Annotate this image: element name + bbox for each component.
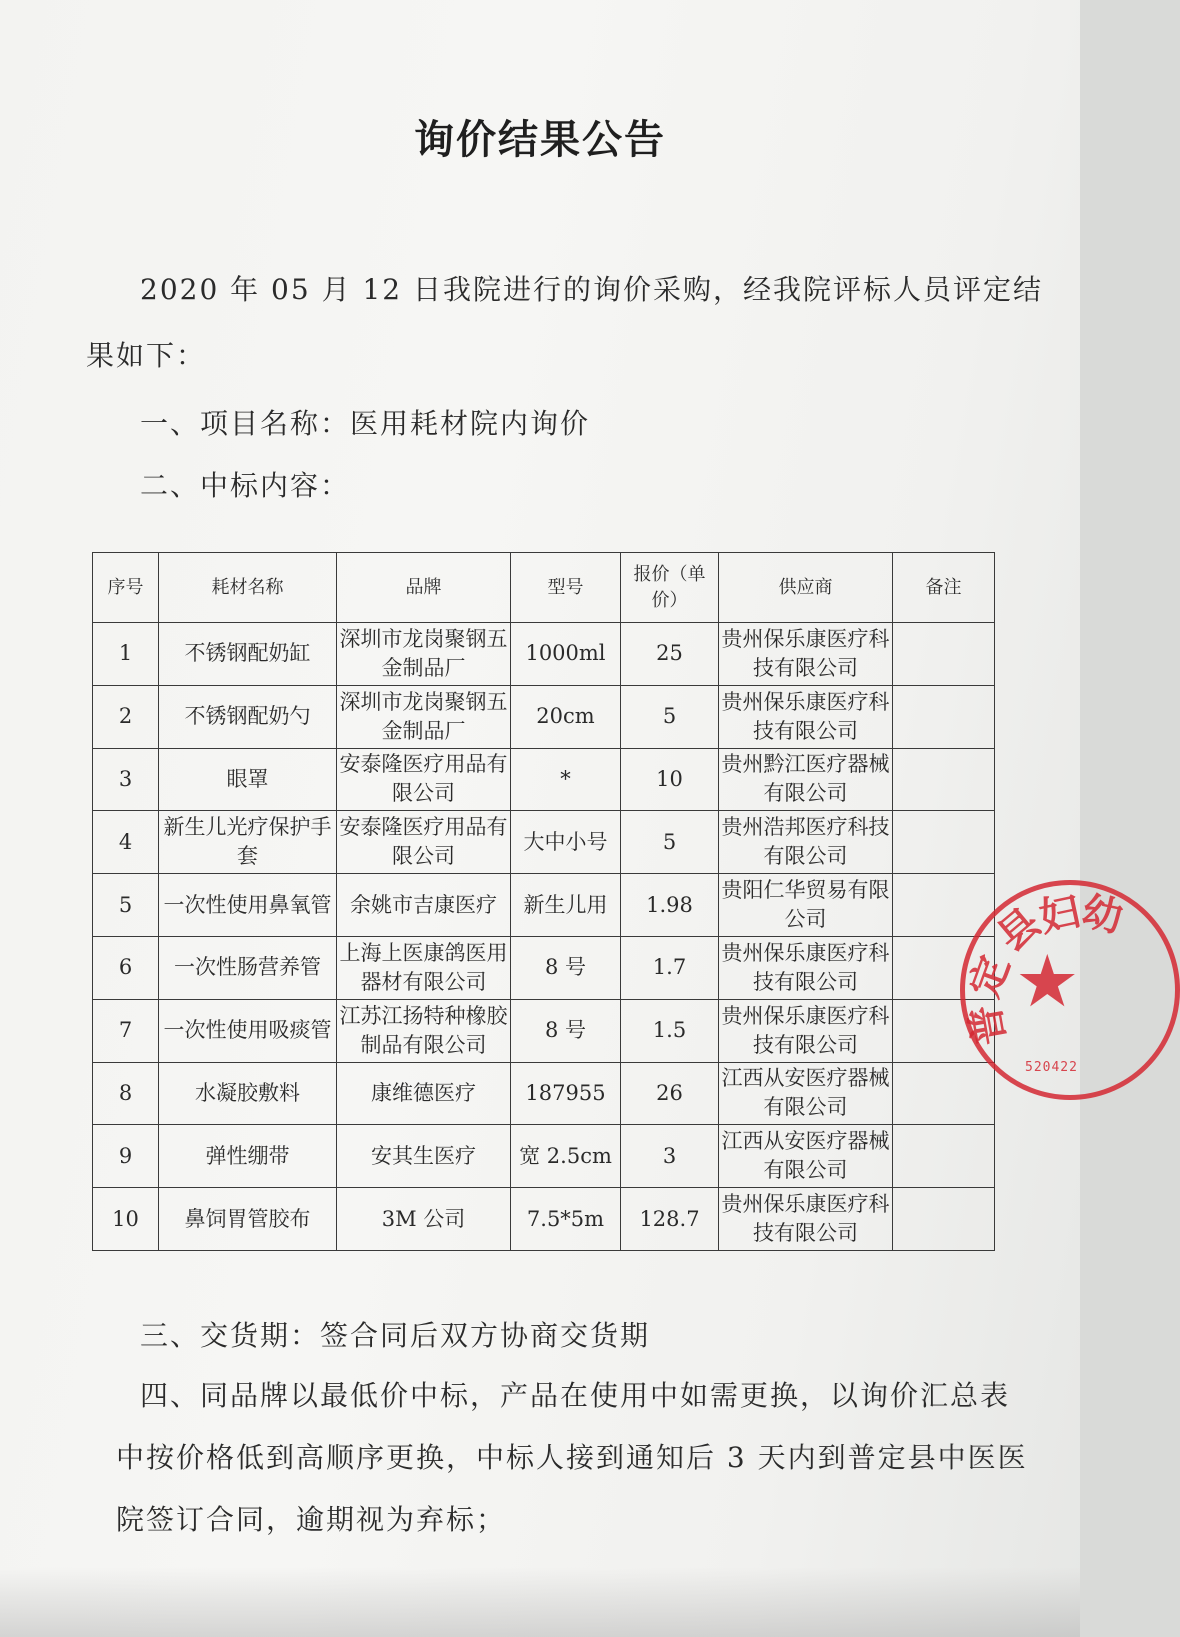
cell-brand: 江苏江扬特种橡胶制品有限公司 <box>337 999 511 1062</box>
table-row <box>93 936 995 999</box>
table-row <box>93 685 995 748</box>
cell-price: 3 <box>621 1125 719 1188</box>
cell-price: 10 <box>621 748 719 811</box>
cell-remark <box>893 748 995 811</box>
cell-price: 5 <box>621 685 719 748</box>
cell-name: 一次性使用鼻氧管 <box>159 874 337 937</box>
cell-price: 1.98 <box>621 874 719 937</box>
table-row <box>93 811 995 874</box>
section-award-content: 二、中标内容： <box>140 469 351 502</box>
cell-index: 6 <box>93 936 159 999</box>
cell-remark <box>893 1125 995 1188</box>
cell-supplier: 贵州保乐康医疗科技有限公司 <box>719 999 893 1062</box>
cell-supplier: 贵州保乐康医疗科技有限公司 <box>719 1188 893 1251</box>
cell-remark <box>893 1062 995 1125</box>
cell-brand: 深圳市龙岗聚钢五金制品厂 <box>337 685 511 748</box>
header-model: 型号 <box>511 553 621 623</box>
cell-model: 大中小号 <box>511 811 621 874</box>
cell-brand: 安泰隆医疗用品有限公司 <box>337 748 511 811</box>
seal-char: 县 <box>989 899 1050 961</box>
page-shadow <box>0 1567 1080 1637</box>
header-name: 耗材名称 <box>159 553 337 623</box>
cell-index: 1 <box>93 623 159 686</box>
table-row <box>93 874 995 937</box>
cell-supplier: 贵州保乐康医疗科技有限公司 <box>719 685 893 748</box>
header-supplier: 供应商 <box>719 553 893 623</box>
cell-supplier: 贵州黔江医疗器械有限公司 <box>719 748 893 811</box>
seal-code: 520422 <box>1025 1060 1078 1075</box>
cell-supplier: 江西从安医疗器械有限公司 <box>719 1125 893 1188</box>
table-row <box>93 623 995 686</box>
cell-name: 弹性绷带 <box>159 1125 337 1188</box>
cell-index: 3 <box>93 748 159 811</box>
cell-brand: 上海上医康鸽医用器材有限公司 <box>337 936 511 999</box>
table-row <box>93 1188 995 1251</box>
cell-remark <box>893 685 995 748</box>
header-price: 报价（单价） <box>621 553 719 623</box>
intro-line-1: 2020 年 05 月 12 日我院进行的询价采购，经我院评标人员评定结 <box>140 273 1044 306</box>
cell-supplier: 江西从安医疗器械有限公司 <box>719 1062 893 1125</box>
section-rule-line-1: 四、同品牌以最低价中标，产品在使用中如需更换，以询价汇总表 <box>140 1379 1011 1412</box>
cell-model: 187955 <box>511 1062 621 1125</box>
section-rule-line-3: 院签订合同，逾期视为弃标； <box>116 1503 507 1536</box>
cell-index: 4 <box>93 811 159 874</box>
table-header-row <box>93 553 995 623</box>
cell-remark <box>893 811 995 874</box>
cell-remark <box>893 623 995 686</box>
cell-name: 一次性使用吸痰管 <box>159 999 337 1062</box>
star-icon: ★ <box>1015 939 1080 1023</box>
section-rule-line-2: 中按价格低到高顺序更换，中标人接到通知后 3 天内到普定县中医医 <box>116 1441 1028 1474</box>
cell-price: 25 <box>621 623 719 686</box>
cell-brand: 深圳市龙岗聚钢五金制品厂 <box>337 623 511 686</box>
seal-char: 妇 <box>1035 888 1085 942</box>
cell-model: * <box>511 748 621 811</box>
seal-char: 定 <box>961 950 1019 1004</box>
cell-brand: 余姚市吉康医疗 <box>337 874 511 937</box>
intro-line-2: 果如下： <box>86 339 207 372</box>
cell-price: 26 <box>621 1062 719 1125</box>
cell-price: 1.5 <box>621 999 719 1062</box>
cell-price: 1.7 <box>621 936 719 999</box>
cell-name: 水凝胶敷料 <box>159 1062 337 1125</box>
header-index: 序号 <box>93 553 159 623</box>
cell-model: 1000ml <box>511 623 621 686</box>
cell-model: 8 号 <box>511 999 621 1062</box>
seal-char: 幼 <box>1077 888 1127 942</box>
cell-supplier: 贵州保乐康医疗科技有限公司 <box>719 623 893 686</box>
section-project-name: 一、项目名称：医用耗材院内询价 <box>140 407 591 440</box>
cell-index: 10 <box>93 1188 159 1251</box>
cell-index: 8 <box>93 1062 159 1125</box>
cell-supplier: 贵州浩邦医疗科技有限公司 <box>719 811 893 874</box>
cell-model: 8 号 <box>511 936 621 999</box>
section-delivery: 三、交货期：签合同后双方协商交货期 <box>140 1319 651 1352</box>
cell-supplier: 贵州保乐康医疗科技有限公司 <box>719 936 893 999</box>
seal-char: 普 <box>962 1001 1015 1049</box>
cell-index: 5 <box>93 874 159 937</box>
header-brand: 品牌 <box>337 553 511 623</box>
table-row <box>93 999 995 1062</box>
cell-index: 2 <box>93 685 159 748</box>
cell-brand: 3M 公司 <box>337 1188 511 1251</box>
cell-model: 20cm <box>511 685 621 748</box>
cell-index: 7 <box>93 999 159 1062</box>
cell-index: 9 <box>93 1125 159 1188</box>
cell-brand: 康维德医疗 <box>337 1062 511 1125</box>
header-remark: 备注 <box>893 553 995 623</box>
cell-name: 一次性肠营养管 <box>159 936 337 999</box>
table-row <box>93 748 995 811</box>
table-row <box>93 1062 995 1125</box>
cell-brand: 安其生医疗 <box>337 1125 511 1188</box>
cell-name: 鼻饲胃管胶布 <box>159 1188 337 1251</box>
official-seal <box>960 880 1180 1100</box>
page-title: 询价结果公告 <box>414 117 666 163</box>
cell-price: 128.7 <box>621 1188 719 1251</box>
cell-supplier: 贵阳仁华贸易有限公司 <box>719 874 893 937</box>
cell-model: 新生儿用 <box>511 874 621 937</box>
cell-price: 5 <box>621 811 719 874</box>
table-row <box>93 1125 995 1188</box>
cell-name: 不锈钢配奶勺 <box>159 685 337 748</box>
cell-name: 新生儿光疗保护手套 <box>159 811 337 874</box>
cell-brand: 安泰隆医疗用品有限公司 <box>337 811 511 874</box>
award-table <box>92 552 995 1251</box>
cell-remark <box>893 1188 995 1251</box>
cell-model: 宽 2.5cm <box>511 1125 621 1188</box>
cell-name: 眼罩 <box>159 748 337 811</box>
cell-model: 7.5*5m <box>511 1188 621 1251</box>
cell-name: 不锈钢配奶缸 <box>159 623 337 686</box>
